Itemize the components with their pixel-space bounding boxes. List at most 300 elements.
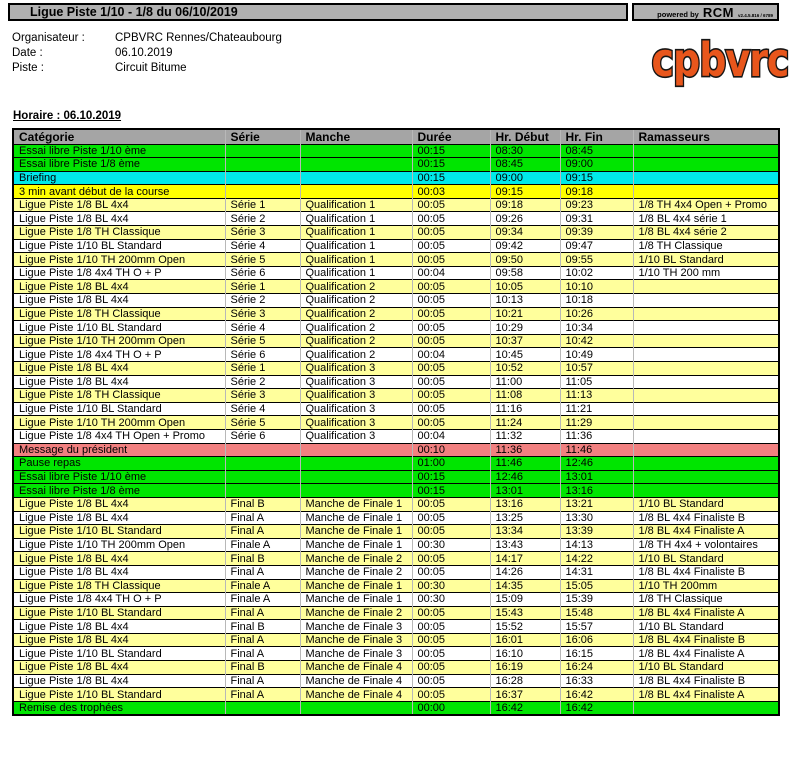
- cell-manche: Qualification 1: [300, 239, 412, 253]
- cell-hr_debut: 15:43: [490, 606, 560, 620]
- cell-manche: Manche de Finale 4: [300, 674, 412, 688]
- cell-duree: 00:05: [412, 674, 490, 688]
- table-row: [13, 633, 779, 647]
- cell-hr_fin: 10:57: [560, 362, 633, 376]
- cell-manche: Qualification 3: [300, 402, 412, 416]
- table-row: [13, 661, 779, 675]
- cell-hr_debut: 10:37: [490, 334, 560, 348]
- cell-manche: Manche de Finale 1: [300, 511, 412, 525]
- cell-duree: 00:05: [412, 633, 490, 647]
- cell-duree: 00:30: [412, 538, 490, 552]
- table-row: [13, 647, 779, 661]
- event-info: [12, 31, 282, 76]
- cell-manche: Qualification 3: [300, 362, 412, 376]
- cell-ramasseurs: [633, 144, 779, 158]
- date-value: 06.10.2019: [115, 47, 173, 59]
- cell-duree: 00:05: [412, 253, 490, 267]
- cell-serie: Final A: [225, 633, 300, 647]
- cell-hr_debut: 11:24: [490, 416, 560, 430]
- cell-duree: 00:05: [412, 606, 490, 620]
- cell-duree: 00:05: [412, 402, 490, 416]
- cell-categorie: Ligue Piste 1/8 BL 4x4: [13, 565, 225, 579]
- cell-hr_fin: 15:39: [560, 593, 633, 607]
- cell-categorie: Ligue Piste 1/10 BL Standard: [13, 402, 225, 416]
- cell-categorie: Ligue Piste 1/8 4x4 TH O + P: [13, 348, 225, 362]
- cell-categorie: Ligue Piste 1/10 TH 200mm Open: [13, 253, 225, 267]
- cell-categorie: Pause repas: [13, 457, 225, 471]
- cell-serie: Série 6: [225, 266, 300, 280]
- cell-serie: Final B: [225, 497, 300, 511]
- cell-hr_debut: 09:58: [490, 266, 560, 280]
- cell-serie: Final A: [225, 674, 300, 688]
- table-row: [13, 389, 779, 403]
- cell-duree: 00:05: [412, 552, 490, 566]
- table-row: [13, 429, 779, 443]
- table-row: [13, 525, 779, 539]
- table-row: [13, 552, 779, 566]
- cell-manche: Manche de Finale 3: [300, 633, 412, 647]
- cell-categorie: Ligue Piste 1/8 4x4 TH O + P: [13, 266, 225, 280]
- cell-manche: [300, 457, 412, 471]
- cell-hr_fin: 16:42: [560, 688, 633, 702]
- cell-ramasseurs: 1/10 BL Standard: [633, 253, 779, 267]
- cell-hr_debut: 10:21: [490, 307, 560, 321]
- column-header-manche: Manche: [300, 129, 412, 144]
- cell-duree: 00:05: [412, 321, 490, 335]
- cell-ramasseurs: [633, 334, 779, 348]
- cell-categorie: Ligue Piste 1/10 TH 200mm Open: [13, 416, 225, 430]
- cell-ramasseurs: 1/10 BL Standard: [633, 497, 779, 511]
- rcm-brand-label: RCM: [702, 5, 734, 20]
- cell-serie: Final B: [225, 620, 300, 634]
- table-row: [13, 688, 779, 702]
- cell-hr_debut: 09:15: [490, 185, 560, 199]
- column-header-categorie: Catégorie: [13, 129, 225, 144]
- cell-ramasseurs: 1/10 TH 200 mm: [633, 266, 779, 280]
- cell-hr_debut: 11:08: [490, 389, 560, 403]
- table-row: [13, 470, 779, 484]
- cell-manche: Manche de Finale 2: [300, 606, 412, 620]
- cell-hr_debut: 13:01: [490, 484, 560, 498]
- cell-manche: Qualification 1: [300, 226, 412, 240]
- table-row: [13, 402, 779, 416]
- cell-ramasseurs: [633, 443, 779, 457]
- cell-duree: 00:05: [412, 198, 490, 212]
- cell-hr_fin: 14:31: [560, 565, 633, 579]
- cell-hr_fin: 11:29: [560, 416, 633, 430]
- cell-hr_debut: 10:13: [490, 294, 560, 308]
- cell-serie: [225, 470, 300, 484]
- organisateur-label: Organisateur :: [12, 32, 85, 44]
- cell-duree: 00:05: [412, 307, 490, 321]
- column-header-hr_debut: Hr. Début: [490, 129, 560, 144]
- column-header-duree: Durée: [412, 129, 490, 144]
- cell-hr_debut: 11:36: [490, 443, 560, 457]
- table-row: [13, 579, 779, 593]
- cell-duree: 00:05: [412, 212, 490, 226]
- cell-categorie: Ligue Piste 1/8 4x4 TH Open + Promo: [13, 429, 225, 443]
- cell-hr_debut: 15:09: [490, 593, 560, 607]
- table-row: [13, 457, 779, 471]
- cell-categorie: Ligue Piste 1/10 BL Standard: [13, 688, 225, 702]
- cell-manche: Qualification 3: [300, 375, 412, 389]
- cell-ramasseurs: 1/10 BL Standard: [633, 620, 779, 634]
- cell-hr_debut: 16:10: [490, 647, 560, 661]
- cell-hr_fin: 09:31: [560, 212, 633, 226]
- cell-hr_debut: 15:52: [490, 620, 560, 634]
- cell-serie: Série 2: [225, 294, 300, 308]
- table-row: [13, 253, 779, 267]
- cell-categorie: Ligue Piste 1/8 BL 4x4: [13, 212, 225, 226]
- cell-hr_fin: 13:39: [560, 525, 633, 539]
- cell-serie: Final A: [225, 606, 300, 620]
- cell-serie: [225, 484, 300, 498]
- cell-duree: 00:05: [412, 280, 490, 294]
- table-row: [13, 307, 779, 321]
- cell-categorie: Ligue Piste 1/10 TH 200mm Open: [13, 334, 225, 348]
- cell-hr_debut: 16:01: [490, 633, 560, 647]
- cell-manche: Qualification 1: [300, 253, 412, 267]
- cell-hr_debut: 11:00: [490, 375, 560, 389]
- cell-manche: Manche de Finale 1: [300, 593, 412, 607]
- cell-ramasseurs: 1/8 TH Classique: [633, 593, 779, 607]
- cell-ramasseurs: [633, 321, 779, 335]
- cell-categorie: Ligue Piste 1/8 TH Classique: [13, 389, 225, 403]
- cell-categorie: Ligue Piste 1/8 BL 4x4: [13, 280, 225, 294]
- table-row: [13, 294, 779, 308]
- cell-serie: Final A: [225, 647, 300, 661]
- cell-ramasseurs: [633, 389, 779, 403]
- cell-hr_fin: 11:46: [560, 443, 633, 457]
- cell-manche: Manche de Finale 1: [300, 538, 412, 552]
- cell-ramasseurs: [633, 171, 779, 185]
- cell-serie: Série 4: [225, 402, 300, 416]
- cell-hr_fin: 15:48: [560, 606, 633, 620]
- cell-hr_debut: 10:52: [490, 362, 560, 376]
- cpbvrc-logo: [650, 26, 790, 92]
- schedule-table: [12, 128, 780, 716]
- cell-duree: 00:05: [412, 362, 490, 376]
- cell-hr_debut: 09:42: [490, 239, 560, 253]
- cell-serie: [225, 158, 300, 172]
- cell-categorie: Ligue Piste 1/10 BL Standard: [13, 321, 225, 335]
- cell-hr_fin: 16:15: [560, 647, 633, 661]
- cell-hr_fin: 11:05: [560, 375, 633, 389]
- cell-hr_debut: 16:19: [490, 661, 560, 675]
- cell-ramasseurs: [633, 375, 779, 389]
- cell-manche: Qualification 2: [300, 280, 412, 294]
- cell-hr_debut: 10:29: [490, 321, 560, 335]
- cell-ramasseurs: [633, 294, 779, 308]
- cell-hr_fin: 11:21: [560, 402, 633, 416]
- cell-hr_fin: 09:47: [560, 239, 633, 253]
- cell-manche: Qualification 3: [300, 389, 412, 403]
- cell-categorie: Ligue Piste 1/8 BL 4x4: [13, 198, 225, 212]
- schedule-body: [13, 144, 779, 715]
- table-row: [13, 334, 779, 348]
- cell-manche: Manche de Finale 4: [300, 688, 412, 702]
- cell-hr_debut: 16:42: [490, 701, 560, 715]
- cell-categorie: Ligue Piste 1/8 BL 4x4: [13, 375, 225, 389]
- cell-serie: Final A: [225, 525, 300, 539]
- cell-categorie: Ligue Piste 1/8 BL 4x4: [13, 511, 225, 525]
- cell-ramasseurs: 1/8 BL 4x4 série 1: [633, 212, 779, 226]
- cell-categorie: Ligue Piste 1/8 BL 4x4: [13, 674, 225, 688]
- table-row: [13, 606, 779, 620]
- cell-ramasseurs: 1/10 TH 200mm: [633, 579, 779, 593]
- page-title: Ligue Piste 1/10 - 1/8 du 06/10/2019: [30, 5, 238, 19]
- cell-hr_fin: 16:06: [560, 633, 633, 647]
- cell-hr_fin: 13:01: [560, 470, 633, 484]
- column-header-serie: Série: [225, 129, 300, 144]
- cell-manche: [300, 144, 412, 158]
- cell-manche: Manche de Finale 2: [300, 565, 412, 579]
- cell-duree: 00:05: [412, 226, 490, 240]
- cell-hr_debut: 11:32: [490, 429, 560, 443]
- cell-manche: [300, 443, 412, 457]
- cell-manche: Qualification 3: [300, 416, 412, 430]
- table-row: [13, 484, 779, 498]
- cell-hr_debut: 09:50: [490, 253, 560, 267]
- cell-hr_fin: 16:42: [560, 701, 633, 715]
- cell-serie: Série 3: [225, 389, 300, 403]
- cell-serie: Série 2: [225, 375, 300, 389]
- piste-label: Piste :: [12, 62, 44, 74]
- cell-ramasseurs: [633, 362, 779, 376]
- cell-hr_debut: 08:45: [490, 158, 560, 172]
- cell-serie: [225, 171, 300, 185]
- cell-hr_debut: 13:25: [490, 511, 560, 525]
- info-row-date: [12, 46, 282, 61]
- cell-hr_fin: 15:05: [560, 579, 633, 593]
- cell-categorie: Ligue Piste 1/8 TH Classique: [13, 307, 225, 321]
- cell-duree: 00:15: [412, 158, 490, 172]
- cell-duree: 01:00: [412, 457, 490, 471]
- cell-ramasseurs: 1/8 BL 4x4 Finaliste B: [633, 511, 779, 525]
- cell-serie: Final A: [225, 565, 300, 579]
- header-row: [13, 129, 779, 144]
- cell-duree: 00:05: [412, 661, 490, 675]
- table-row: [13, 144, 779, 158]
- cell-manche: Manche de Finale 3: [300, 620, 412, 634]
- table-row: [13, 416, 779, 430]
- cell-duree: 00:30: [412, 593, 490, 607]
- cell-hr_fin: 15:57: [560, 620, 633, 634]
- cell-serie: Série 1: [225, 198, 300, 212]
- cell-ramasseurs: 1/8 TH Classique: [633, 239, 779, 253]
- cell-duree: 00:05: [412, 294, 490, 308]
- cell-duree: 00:05: [412, 389, 490, 403]
- table-row: [13, 280, 779, 294]
- cell-categorie: Ligue Piste 1/8 TH Classique: [13, 579, 225, 593]
- info-row-organisateur: [12, 31, 282, 46]
- cell-manche: Qualification 3: [300, 429, 412, 443]
- cell-manche: Manche de Finale 4: [300, 661, 412, 675]
- cell-duree: 00:05: [412, 239, 490, 253]
- cell-duree: 00:05: [412, 511, 490, 525]
- cell-hr_fin: 10:34: [560, 321, 633, 335]
- info-row-piste: [12, 61, 282, 76]
- cell-ramasseurs: [633, 457, 779, 471]
- cpbvrc-logo-graphic: [650, 26, 790, 92]
- cell-serie: Série 4: [225, 239, 300, 253]
- cell-ramasseurs: 1/8 BL 4x4 Finaliste A: [633, 688, 779, 702]
- cell-categorie: Message du président: [13, 443, 225, 457]
- cell-hr_fin: 13:16: [560, 484, 633, 498]
- cell-hr_fin: 10:26: [560, 307, 633, 321]
- cell-hr_debut: 13:43: [490, 538, 560, 552]
- cell-serie: Série 2: [225, 212, 300, 226]
- cell-manche: [300, 701, 412, 715]
- piste-value: Circuit Bitume: [115, 62, 187, 74]
- powered-by-label: powered by: [657, 10, 699, 19]
- cell-duree: 00:04: [412, 348, 490, 362]
- schedule-header: [13, 129, 779, 144]
- cell-hr_debut: 10:45: [490, 348, 560, 362]
- cell-ramasseurs: 1/8 BL 4x4 série 2: [633, 226, 779, 240]
- cell-manche: [300, 171, 412, 185]
- cell-ramasseurs: [633, 185, 779, 199]
- cell-serie: Final A: [225, 511, 300, 525]
- table-row: [13, 701, 779, 715]
- cell-categorie: Ligue Piste 1/8 BL 4x4: [13, 661, 225, 675]
- date-label: Date :: [12, 47, 43, 59]
- cell-hr_fin: 09:39: [560, 226, 633, 240]
- cell-manche: Qualification 2: [300, 294, 412, 308]
- schedule-heading: Horaire : 06.10.2019: [13, 110, 122, 122]
- cell-categorie: Ligue Piste 1/8 TH Classique: [13, 226, 225, 240]
- cell-manche: Qualification 1: [300, 266, 412, 280]
- cell-duree: 00:10: [412, 443, 490, 457]
- table-row: [13, 538, 779, 552]
- cell-duree: 00:15: [412, 484, 490, 498]
- cell-serie: Série 1: [225, 280, 300, 294]
- cell-categorie: Ligue Piste 1/8 BL 4x4: [13, 294, 225, 308]
- cell-serie: Série 5: [225, 416, 300, 430]
- cell-serie: Finale A: [225, 593, 300, 607]
- cell-serie: [225, 144, 300, 158]
- cell-hr_fin: 10:42: [560, 334, 633, 348]
- cell-hr_fin: 10:10: [560, 280, 633, 294]
- cell-hr_fin: 09:00: [560, 158, 633, 172]
- cell-manche: [300, 470, 412, 484]
- cell-serie: Série 6: [225, 429, 300, 443]
- cell-hr_fin: 10:18: [560, 294, 633, 308]
- cell-categorie: Ligue Piste 1/8 BL 4x4: [13, 552, 225, 566]
- table-row: [13, 497, 779, 511]
- cell-ramasseurs: [633, 484, 779, 498]
- table-row: [13, 362, 779, 376]
- column-header-ramasseurs: Ramasseurs: [633, 129, 779, 144]
- cell-categorie: 3 min avant début de la course: [13, 185, 225, 199]
- cell-duree: 00:15: [412, 144, 490, 158]
- cell-categorie: Essai libre Piste 1/8 ème: [13, 484, 225, 498]
- table-row: [13, 239, 779, 253]
- table-row: [13, 226, 779, 240]
- cell-hr_debut: 11:46: [490, 457, 560, 471]
- cell-hr_debut: 10:05: [490, 280, 560, 294]
- cell-manche: Manche de Finale 1: [300, 579, 412, 593]
- cell-ramasseurs: [633, 402, 779, 416]
- cell-categorie: Ligue Piste 1/10 TH 200mm Open: [13, 538, 225, 552]
- cell-categorie: Ligue Piste 1/10 BL Standard: [13, 647, 225, 661]
- cell-serie: Série 3: [225, 226, 300, 240]
- table-row: [13, 212, 779, 226]
- cell-serie: Série 1: [225, 362, 300, 376]
- cell-manche: Qualification 2: [300, 348, 412, 362]
- cell-hr_debut: 09:26: [490, 212, 560, 226]
- cell-categorie: Remise des trophées: [13, 701, 225, 715]
- cell-serie: Finale A: [225, 579, 300, 593]
- cell-ramasseurs: 1/8 BL 4x4 Finaliste A: [633, 606, 779, 620]
- cell-ramasseurs: [633, 348, 779, 362]
- cell-categorie: Ligue Piste 1/8 BL 4x4: [13, 620, 225, 634]
- cell-hr_fin: 13:30: [560, 511, 633, 525]
- table-row: [13, 375, 779, 389]
- cell-ramasseurs: 1/8 BL 4x4 Finaliste B: [633, 565, 779, 579]
- table-row: [13, 171, 779, 185]
- cell-hr_debut: 11:16: [490, 402, 560, 416]
- cell-ramasseurs: 1/10 BL Standard: [633, 552, 779, 566]
- cell-ramasseurs: 1/8 TH 4x4 Open + Promo: [633, 198, 779, 212]
- cell-ramasseurs: [633, 701, 779, 715]
- cell-hr_fin: 09:23: [560, 198, 633, 212]
- cell-categorie: Briefing: [13, 171, 225, 185]
- cell-serie: [225, 443, 300, 457]
- cell-hr_debut: 13:34: [490, 525, 560, 539]
- cell-duree: 00:05: [412, 416, 490, 430]
- cell-hr_fin: 08:45: [560, 144, 633, 158]
- cell-categorie: Essai libre Piste 1/10 ème: [13, 144, 225, 158]
- cell-duree: 00:05: [412, 620, 490, 634]
- cell-manche: [300, 484, 412, 498]
- cell-duree: 00:05: [412, 375, 490, 389]
- cpbvrc-logo-text: cpbvrc: [651, 33, 789, 87]
- cell-ramasseurs: [633, 158, 779, 172]
- cell-hr_fin: 16:33: [560, 674, 633, 688]
- cell-categorie: Ligue Piste 1/10 BL Standard: [13, 239, 225, 253]
- cell-serie: [225, 701, 300, 715]
- cell-manche: Manche de Finale 1: [300, 497, 412, 511]
- cell-duree: 00:03: [412, 185, 490, 199]
- cell-serie: Série 5: [225, 334, 300, 348]
- table-row: [13, 348, 779, 362]
- cell-categorie: Ligue Piste 1/10 BL Standard: [13, 606, 225, 620]
- column-header-hr_fin: Hr. Fin: [560, 129, 633, 144]
- cell-ramasseurs: 1/8 BL 4x4 Finaliste A: [633, 647, 779, 661]
- cell-hr_fin: 14:22: [560, 552, 633, 566]
- cell-hr_fin: 11:13: [560, 389, 633, 403]
- cell-hr_debut: 14:17: [490, 552, 560, 566]
- cell-duree: 00:05: [412, 334, 490, 348]
- cell-manche: Manche de Finale 3: [300, 647, 412, 661]
- cell-ramasseurs: 1/8 BL 4x4 Finaliste B: [633, 633, 779, 647]
- cell-categorie: Ligue Piste 1/8 BL 4x4: [13, 633, 225, 647]
- rcm-version-label: v2.4.5.816 / 6789: [737, 13, 773, 18]
- table-row: [13, 593, 779, 607]
- table-row: [13, 511, 779, 525]
- cell-categorie: Essai libre Piste 1/10 ème: [13, 470, 225, 484]
- cell-ramasseurs: 1/8 TH 4x4 + volontaires: [633, 538, 779, 552]
- cell-hr_debut: 13:16: [490, 497, 560, 511]
- cell-ramasseurs: 1/8 BL 4x4 Finaliste B: [633, 674, 779, 688]
- cell-hr_fin: 09:15: [560, 171, 633, 185]
- cell-hr_debut: 14:26: [490, 565, 560, 579]
- cell-hr_debut: 16:28: [490, 674, 560, 688]
- cell-duree: 00:15: [412, 470, 490, 484]
- cell-ramasseurs: 1/10 BL Standard: [633, 661, 779, 675]
- cell-manche: Manche de Finale 1: [300, 525, 412, 539]
